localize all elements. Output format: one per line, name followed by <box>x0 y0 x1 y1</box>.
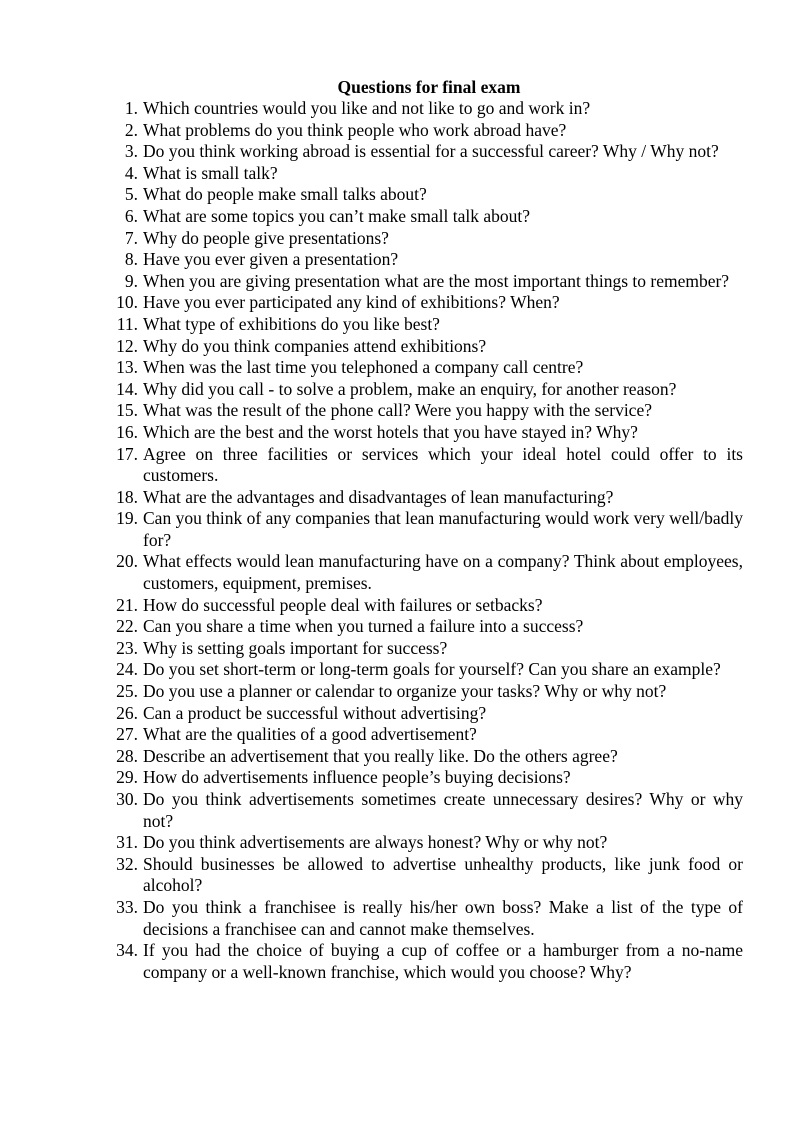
question-number: 29. <box>116 767 138 788</box>
question-number: 32. <box>116 853 138 874</box>
question-text: Do you set short-term or long-term goals for yourself? Can you share an example? <box>143 659 721 680</box>
question-item <box>100 746 743 768</box>
question-number: 33. <box>116 896 138 917</box>
question-text: How do successful people deal with failures or setbacks? <box>143 594 543 615</box>
question-list <box>100 98 743 983</box>
question-text: Can you think of any companies that lean manufacturing would work very well/badly for? <box>143 508 743 550</box>
question-number: 17. <box>116 443 138 464</box>
question-item <box>100 249 743 271</box>
question-text: What are some topics you can’t make small talk about? <box>143 205 530 226</box>
question-number: 7. <box>124 227 138 248</box>
question-text: What problems do you think people who work abroad have? <box>143 119 567 140</box>
question-number: 2. <box>124 119 138 140</box>
question-item <box>100 638 743 660</box>
question-item <box>100 508 743 551</box>
question-text: Do you think advertisements sometimes create unnecessary desires? Why or why not? <box>143 789 743 831</box>
question-item <box>100 271 743 293</box>
question-number: 26. <box>116 702 138 723</box>
question-number: 20. <box>116 551 138 572</box>
question-item <box>100 206 743 228</box>
question-text: Why did you call - to solve a problem, make an enquiry, for another reason? <box>143 378 677 399</box>
question-text: What effects would lean manufacturing have on a company? Think about employees, customers, equipment, premises. <box>143 551 743 594</box>
question-number: 25. <box>116 681 138 702</box>
question-item <box>100 854 743 897</box>
question-item <box>100 487 743 509</box>
question-number: 34. <box>116 940 138 961</box>
question-number: 30. <box>116 789 138 809</box>
question-text: Which countries would you like and not like to go and work in? <box>143 98 591 118</box>
question-number: 19. <box>116 508 138 529</box>
question-item <box>100 681 743 703</box>
question-text: Have you ever given a presentation? <box>143 249 399 270</box>
question-item <box>100 98 743 120</box>
question-number: 10. <box>116 292 138 313</box>
question-item <box>100 163 743 185</box>
question-text: Do you think a franchisee is really his/her own boss? Make a list of the type of decisions a franchisee can and cannot make themselves. <box>143 896 743 939</box>
question-item <box>100 897 743 940</box>
question-number: 23. <box>116 637 138 658</box>
question-text: Have you ever participated any kind of exhibitions? When? <box>143 292 560 313</box>
question-number: 15. <box>116 400 138 421</box>
question-text: If you had the choice of buying a cup of coffee or a hamburger from a no-name company or a well-known franchise, which would you choose? Why? <box>143 940 743 982</box>
question-number: 9. <box>124 270 138 291</box>
question-text: Which are the best and the worst hotels that you have stayed in? Why? <box>143 421 638 442</box>
question-number: 31. <box>116 832 138 853</box>
question-number: 27. <box>116 724 138 745</box>
question-text: Why do you think companies attend exhibitions? <box>143 335 487 356</box>
question-number: 16. <box>116 421 138 442</box>
question-text: Do you use a planner or calendar to organize your tasks? Why or why not? <box>143 681 667 702</box>
question-item <box>100 616 743 638</box>
question-text: What was the result of the phone call? Were you happy with the service? <box>143 400 652 421</box>
question-item <box>100 336 743 358</box>
question-text: What are the advantages and disadvantages of lean manufacturing? <box>143 486 614 507</box>
question-number: 21. <box>116 594 138 615</box>
question-number: 14. <box>116 378 138 399</box>
question-item <box>100 357 743 379</box>
question-item <box>100 595 743 617</box>
question-text: What are the qualities of a good advertisement? <box>143 724 477 745</box>
question-item <box>100 141 743 163</box>
question-text: Why is setting goals important for success? <box>143 637 448 658</box>
question-number: 5. <box>124 184 138 205</box>
question-text: What type of exhibitions do you like best? <box>143 313 440 334</box>
question-number: 13. <box>116 357 138 378</box>
question-item <box>100 767 743 789</box>
question-text: Do you think working abroad is essential for a successful career? Why / Why not? <box>143 141 719 162</box>
question-item <box>100 228 743 250</box>
question-item <box>100 551 743 594</box>
question-text: Agree on three facilities or services which your ideal hotel could offer to its customers. <box>143 443 743 486</box>
question-number: 18. <box>116 486 138 507</box>
question-item <box>100 940 743 983</box>
question-number: 3. <box>124 141 138 162</box>
question-item <box>100 379 743 401</box>
question-item <box>100 444 743 487</box>
question-number: 12. <box>116 335 138 356</box>
question-number: 28. <box>116 745 138 766</box>
question-number: 24. <box>116 659 138 680</box>
question-item <box>100 120 743 142</box>
question-text: Why do people give presentations? <box>143 227 389 248</box>
question-item <box>100 184 743 206</box>
question-number: 11. <box>116 313 138 334</box>
question-text: Describe an advertisement that you really like. Do the others agree? <box>143 745 618 766</box>
question-text: Can you share a time when you turned a failure into a success? <box>143 616 584 637</box>
question-text: How do advertisements influence people’s buying decisions? <box>143 767 571 788</box>
question-number: 4. <box>124 162 138 183</box>
question-text: What do people make small talks about? <box>143 184 427 205</box>
question-text: Do you think advertisements are always honest? Why or why not? <box>143 832 608 853</box>
question-text: Should businesses be allowed to advertise unhealthy products, like junk food or alcohol? <box>143 853 743 896</box>
question-item <box>100 422 743 444</box>
document-title: Questions for final exam <box>337 77 521 97</box>
question-item <box>100 314 743 336</box>
question-text: Can a product be successful without advertising? <box>143 702 487 723</box>
question-item <box>100 789 743 832</box>
question-text: When you are giving presentation what are the most important things to remember? <box>143 270 730 291</box>
question-item <box>100 292 743 314</box>
question-number: 8. <box>124 249 138 270</box>
question-item <box>100 724 743 746</box>
question-item <box>100 659 743 681</box>
question-item <box>100 703 743 725</box>
question-item <box>100 400 743 422</box>
question-number: 22. <box>116 616 138 637</box>
question-item <box>100 832 743 854</box>
question-number: 6. <box>124 205 138 226</box>
question-text: What is small talk? <box>143 162 278 183</box>
question-text: When was the last time you telephoned a company call centre? <box>143 357 584 378</box>
question-number: 1. <box>124 98 138 118</box>
